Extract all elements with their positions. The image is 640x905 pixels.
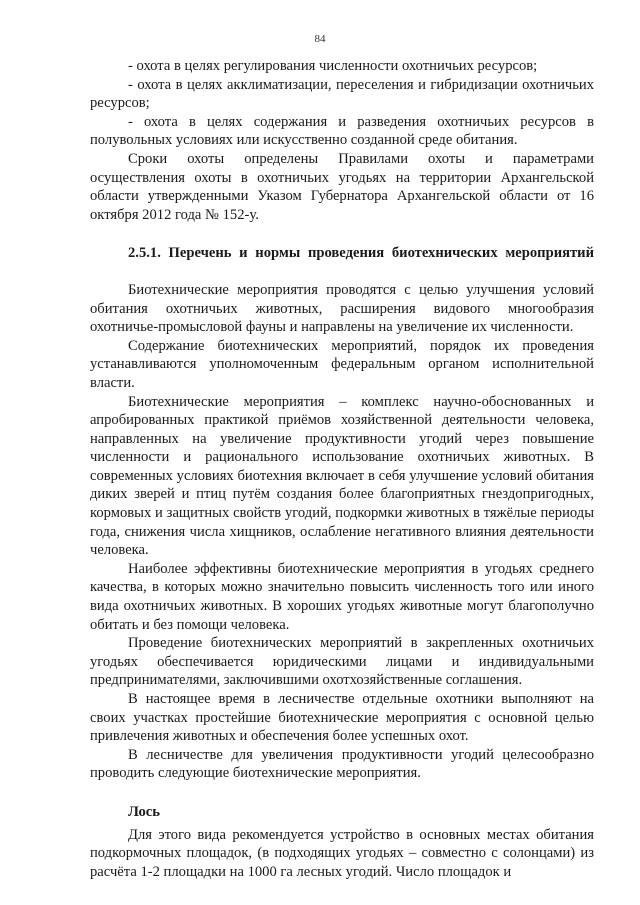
paragraph-effectiveness: Наиболее эффективны биотехнические мероприятия в угодьях среднего качества, в которых можно значительно повысить численность того или иного вида охотничьих животных. В хороших угодьях животные могут благополучно обитать и без помощи человека. — [90, 560, 594, 633]
page-content — [90, 57, 594, 881]
intro-item-acclimatization: - охота в целях акклиматизации, переселения и гибридизации охотничьих ресурсов; — [90, 76, 594, 112]
paragraph-current-practice: В настоящее время в лесничестве отдельные охотники выполняют на своих участках простейшие биотехнические мероприятия с основной целью привлечения животных и обеспечения более успешных охот. — [90, 691, 594, 745]
intro-item-breeding: - охота в целях содержания и разведения охотничьих ресурсов в полувольных условиях или искусственно созданной среде обитания. — [90, 113, 594, 149]
hunting-dates-paragraph: Сроки охоты определены Правилами охоты и параметрами осуществления охоты в охотничьих угодьях на территории Архангельской области утвержденными Указом Губернатора Архангельской области от 16 октября 2012 года № 152-у. — [90, 150, 594, 223]
paragraph-responsibility: Проведение биотехнических мероприятий в закрепленных охотничьих угодьях обеспечивается юридическими лицами и индивидуальными предпринимателями, заключившими охотхозяйственные соглашения. — [90, 635, 594, 689]
intro-item-regulation: - охота в целях регулирования численности охотничьих ресурсов; — [128, 58, 538, 74]
paragraph-purpose: Биотехнические мероприятия проводятся с целью улучшения условий обитания охотничьих животных, расширения видового многообразия охотничье-промысловой фауны и направлены на увеличение их численности. — [90, 281, 594, 336]
section-heading: 2.5.1. Перечень и нормы проведения биотехнических мероприятий — [128, 245, 594, 262]
moose-paragraph: Для этого вида рекомендуется устройство в основных местах обитания подкормочных площадок, (в подходящих угодьях – совместно с солонцами) из расчёта 1-2 площадки на 1000 га лесных угодий. Число площадок и — [90, 826, 594, 880]
paragraph-recommendation: В лесничестве для увеличения продуктивности угодий целесообразно проводить следующие биотехнические мероприятия. — [90, 746, 594, 782]
moose-heading: Лось — [128, 803, 161, 820]
paragraph-definition: Биотехнические мероприятия – комплекс научно-обоснованных и апробированных практикой приёмов хозяйственной деятельности человека, направленных на увеличение продуктивности угодий через повышение численности и рационального использование охотничьих животных. В современных условиях биотехния включает в себя улучшение условий обитания диких зверей и птиц путём создания более благоприятных гнездопригодных, кормовых и защитных свойств угодий, подкормки животных в тяжёлые периоды года, снижения числа хищников, ослабление негативного влияния деятельности человека. — [90, 393, 594, 559]
paragraph-content-authority: Содержание биотехнических мероприятий, порядок их проведения устанавливаются уполномоченным федеральным органом исполнительной власти. — [90, 337, 594, 391]
page-number: 84 — [314, 33, 326, 45]
